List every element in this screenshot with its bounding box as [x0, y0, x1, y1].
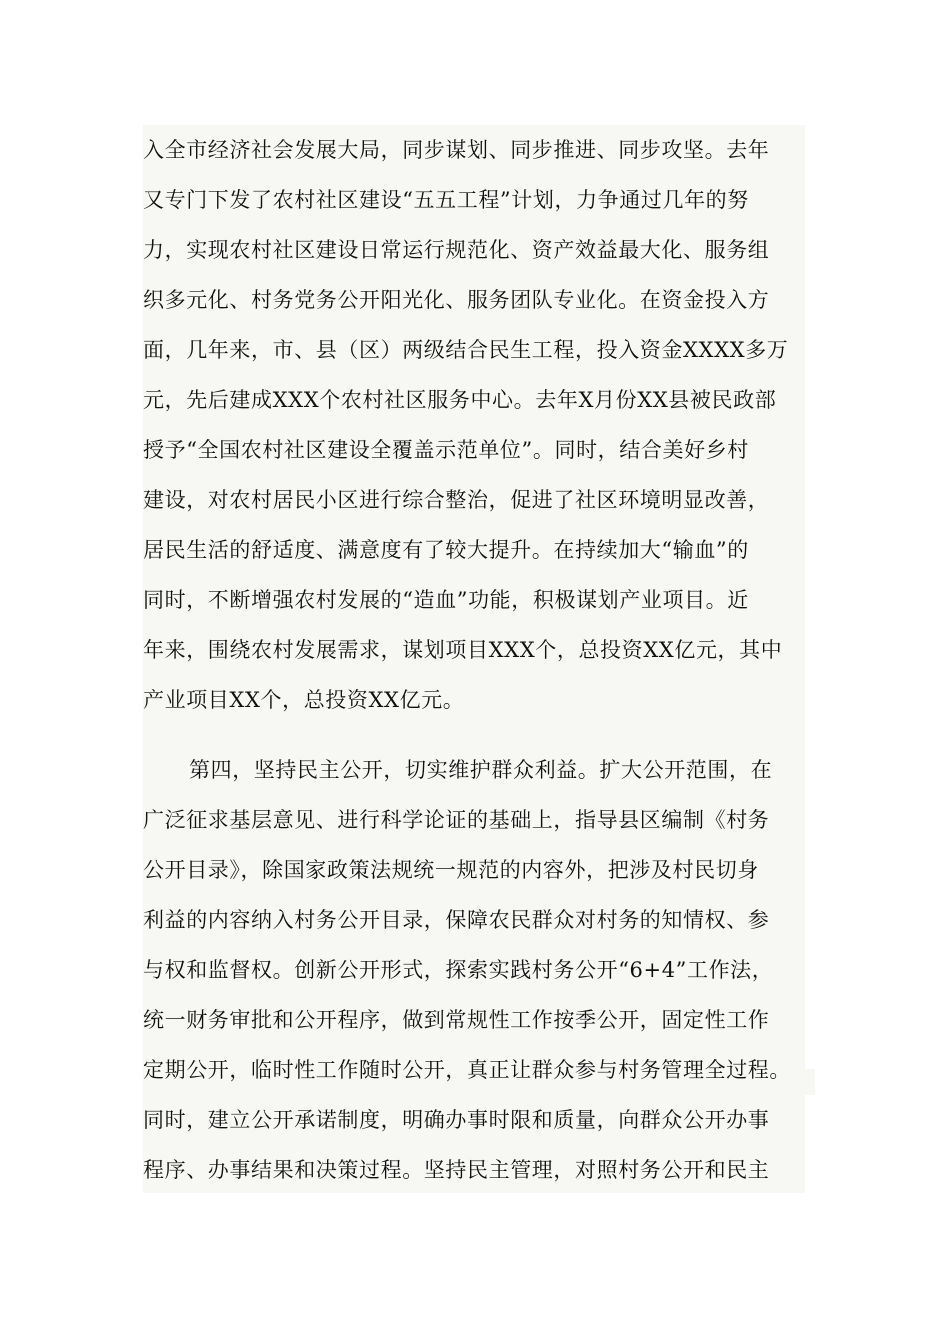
- paragraph-1-line-6: 元，先后建成XXX个农村社区服务中心。去年X月份XX县被民政部: [143, 388, 777, 412]
- paragraph-2-line-8: 同时，建立公开承诺制度，明确办事时限和质量，向群众公开办事: [143, 1108, 770, 1132]
- paragraph-2-line-2: 广泛征求基层意见、进行科学论证的基础上，指导县区编制《村务: [143, 808, 770, 832]
- paragraph-2-line-6: 统一财务审批和公开程序，做到常规性工作按季公开，固定性工作: [143, 1008, 770, 1032]
- paragraph-1-line-11: 年来，围绕农村发展需求，谋划项目XXX个，总投资XX亿元，其中: [143, 638, 783, 662]
- paragraph-1-line-9: 居民生活的舒适度、满意度有了较大提升。在持续加大“输血”的: [143, 538, 749, 562]
- paragraph-1-line-8: 建设，对农村居民小区进行综合整治，促进了社区环境明显改善，: [143, 488, 770, 512]
- paragraph-1-line-7: 授予“全国农村社区建设全覆盖示范单位”。同时，结合美好乡村: [143, 438, 749, 462]
- paragraph-1-line-1: 入全市经济社会发展大局，同步谋划、同步推进、同步攻坚。去年: [143, 138, 770, 162]
- paragraph-2-line-4: 利益的内容纳入村务公开目录，保障农民群众对村务的知情权、参: [143, 908, 770, 932]
- paragraph-1-line-3: 力，实现农村社区建设日常运行规范化、资产效益最大化、服务组: [143, 238, 770, 262]
- paragraph-1-line-4: 织多元化、村务党务公开阳光化、服务团队专业化。在资金投入方: [143, 288, 770, 312]
- highlight-overflow-mark: [805, 1069, 815, 1095]
- paragraph-2-line-5: 与权和监督权。创新公开形式，探索实践村务公开“6+4”工作法，: [143, 958, 774, 982]
- paragraph-1-line-12: 产业项目XX个，总投资XX亿元。: [143, 688, 465, 712]
- paragraph-2-line-7: 定期公开，临时性工作随时公开，真正让群众参与村务管理全过程。: [143, 1058, 791, 1082]
- paragraph-1-line-5: 面，几年来，市、县（区）两级结合民生工程，投入资金XXXX多万: [143, 338, 789, 362]
- paragraph-1-line-10: 同时，不断增强农村发展的“造血”功能，积极谋划产业项目。近: [143, 588, 749, 612]
- paragraph-1-line-2: 又专门下发了农村社区建设“五五工程”计划，力争通过几年的努: [143, 188, 749, 212]
- paragraph-2-line-3: 公开目录》，除国家政策法规统一规范的内容外，把涉及村民切身: [143, 858, 759, 882]
- document-text-block: [143, 125, 805, 1193]
- paragraph-2-line-1: 第四，坚持民主公开，切实维护群众利益。扩大公开范围，在: [189, 758, 773, 782]
- paragraph-2-line-9: 程序、办事结果和决策过程。坚持民主管理，对照村务公开和民主: [143, 1158, 770, 1182]
